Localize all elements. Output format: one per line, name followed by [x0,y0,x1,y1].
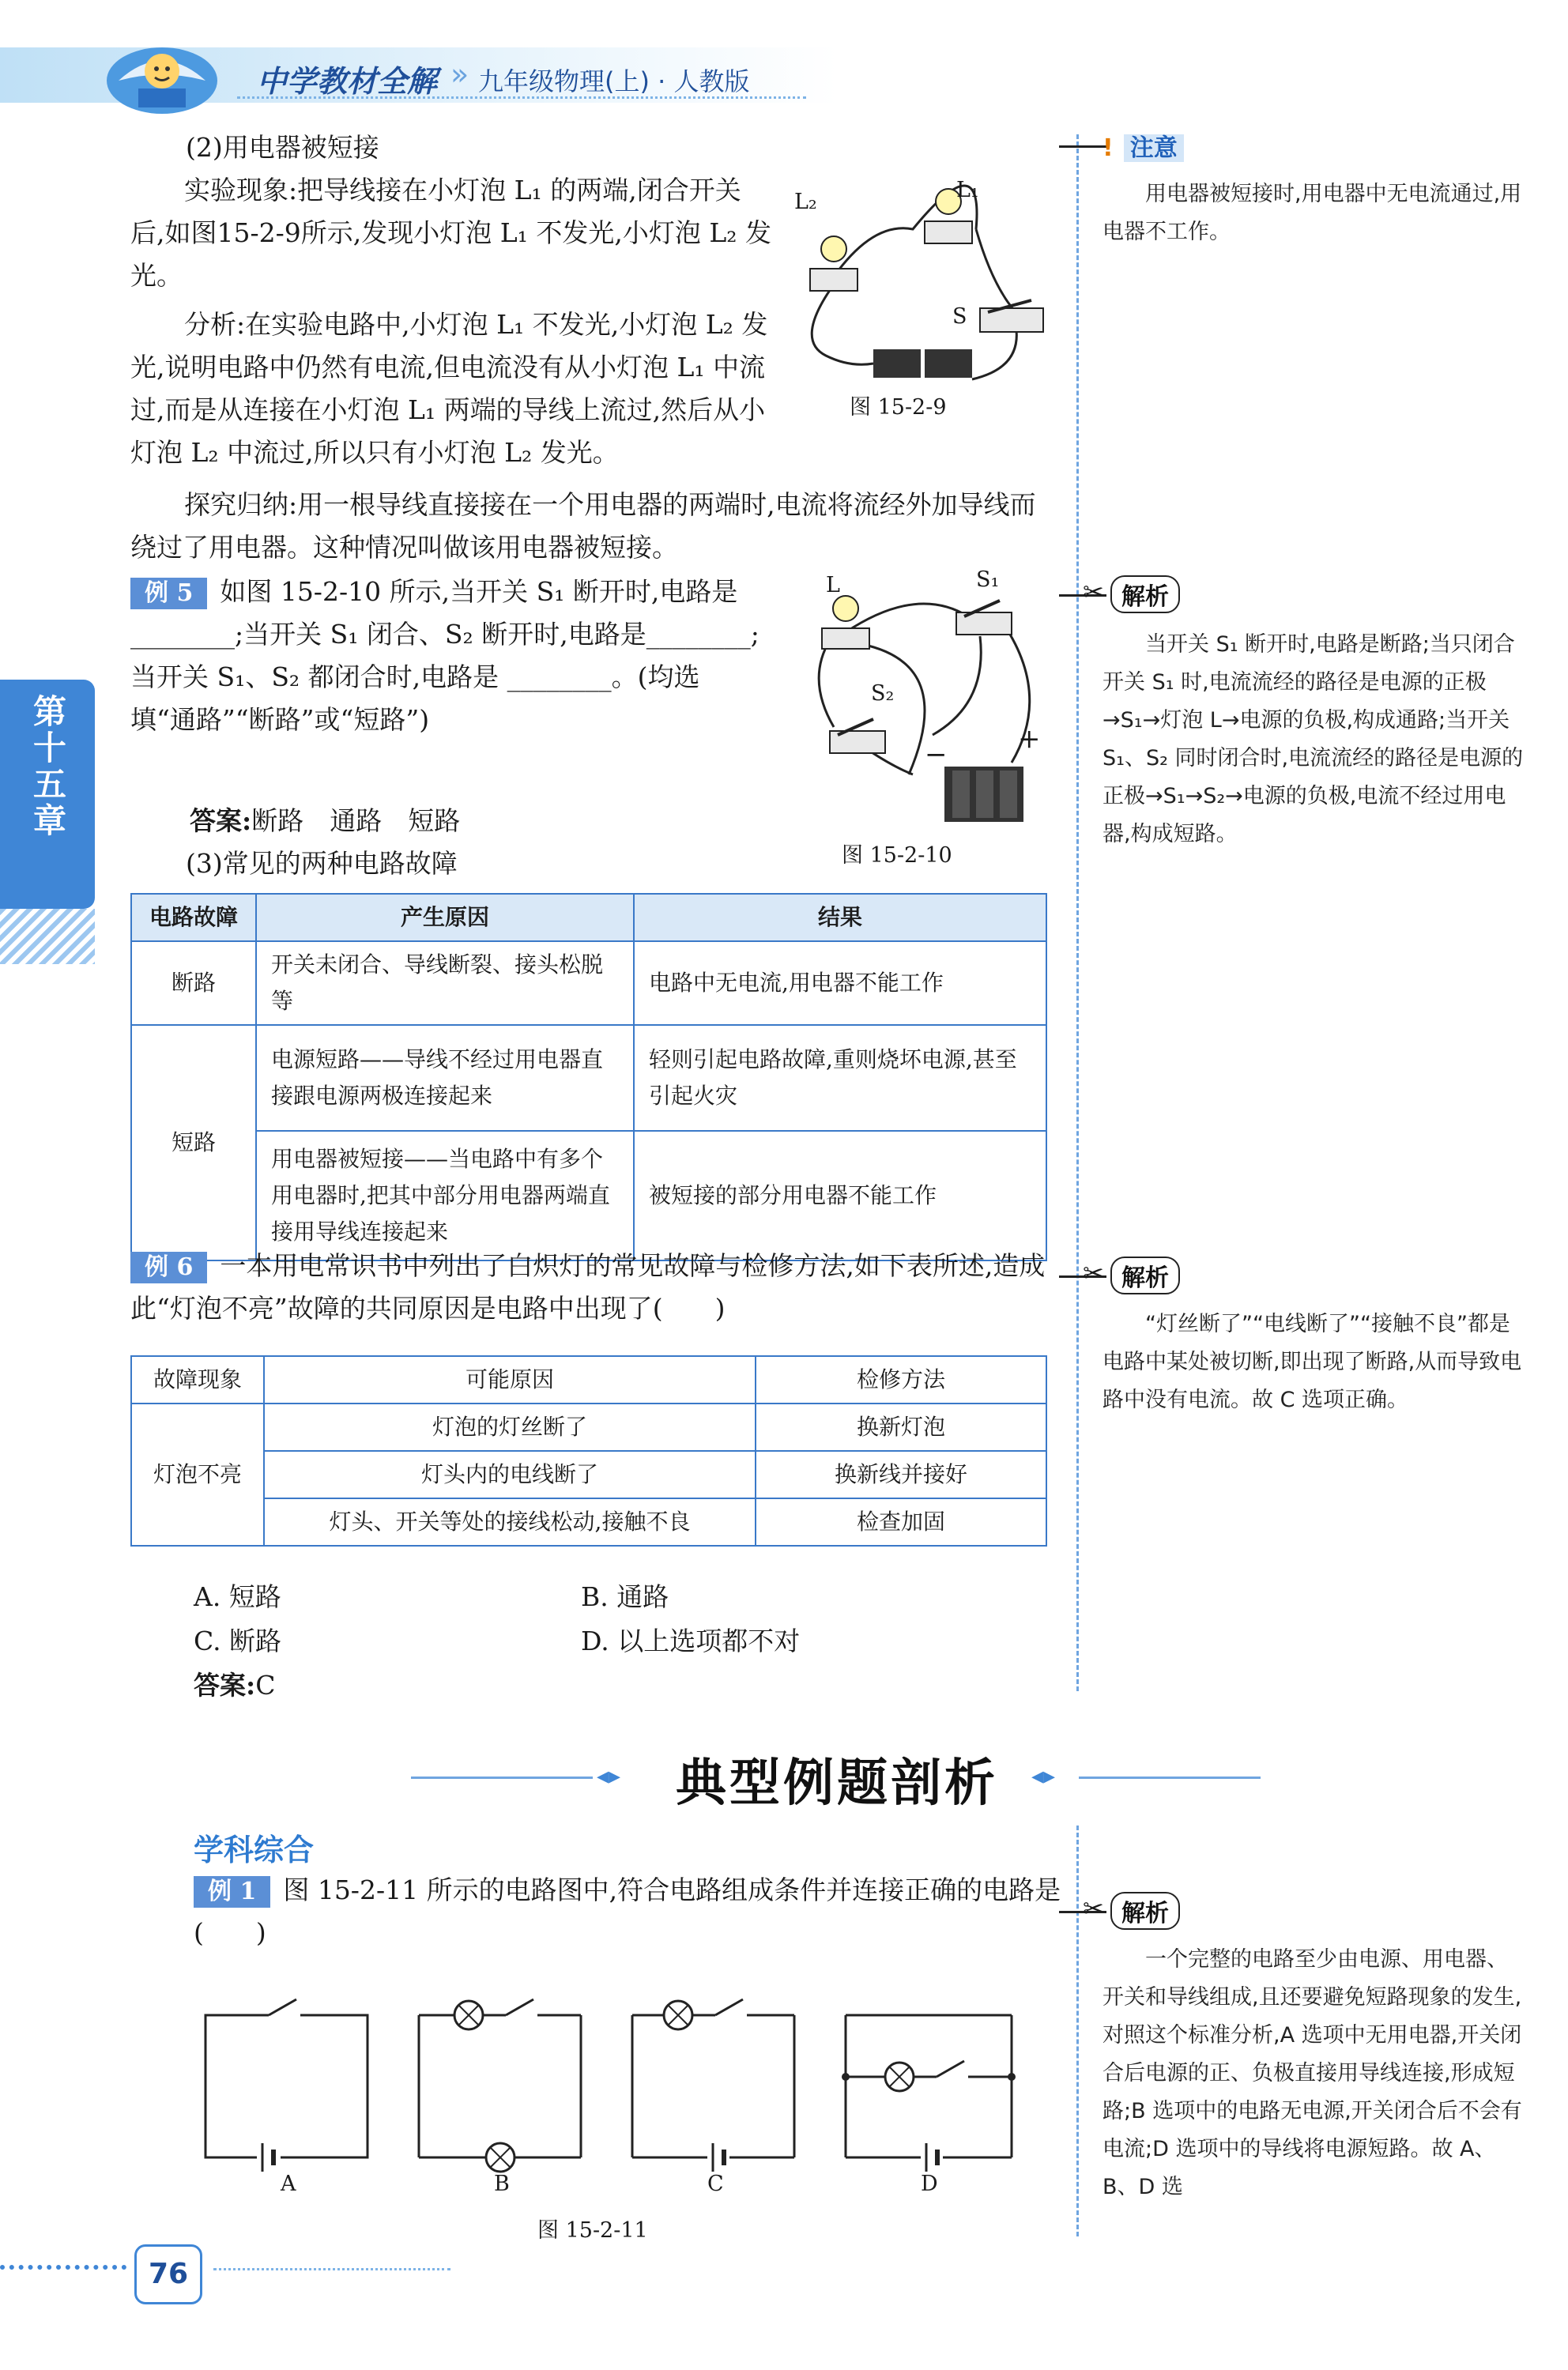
circuit-a [205,1999,368,2172]
page-number: 76 [134,2244,202,2304]
scissors-icon: ✂ [1083,1893,1104,1924]
bulb-fault-table [130,1355,1047,1547]
example6-tag: 例 6 [130,1252,207,1283]
bulb-table-cell: 灯头、开关等处的接线松动,接触不良 [264,1498,756,1546]
chapter-tab [0,680,95,909]
circuit-label-c: C [707,2172,724,2196]
footer-dots [0,2265,126,2270]
note-text: 用电器被短接时,用电器中无电流通过,用电器不工作。 [1102,182,1522,244]
circuit-drawing-15-2-10 [798,569,1059,830]
fault-table-header-row [131,894,1046,941]
section2-para1: 实验现象:把导线接在小灯泡 L₁ 的两端,闭合开关后,如图15-2-9所示,发现小灯泡 L₁ 不发光,小灯泡 L₂ 发光。 [130,175,771,291]
chapter-tab-stripes [0,909,95,964]
section-title-rule-left [411,1777,593,1779]
section2-para3: 探究归纳:用一根导线直接接在一个用电器的两端时,电流将流经外加导线而绕过了用电器。这种情况叫做该用电器被短接。 [130,489,1036,563]
scissors-icon: ✂ [1083,577,1104,607]
fault-table-header: 电路故障 [131,894,256,941]
example6-answer [194,1664,275,1707]
fault-table-cell: 用电器被短接——当电路中有多个用电器时,把其中部分用电器两端直接用导线连接起来 [256,1131,634,1260]
example1-block [194,1869,1063,1954]
scissors-icon: ✂ [1083,1258,1104,1288]
margin-divider-top [1076,134,1079,1691]
fig-15-2-9-label-l2: L₂ [794,190,817,214]
option-b: B. 通路 [581,1581,669,1612]
example5-answer [190,800,460,842]
section-title: 典型例题剖析 [676,1754,998,1813]
header-subtitle: 九年级物理(上) · 人教版 [478,66,750,96]
bulb-table-row [131,1498,1046,1546]
note-header [1102,128,1184,163]
analysis6-label: 解析 [1110,1257,1180,1294]
fault-table-row [131,941,1046,1025]
fault-table-row [131,1025,1046,1131]
bulb-table-header: 检修方法 [756,1356,1046,1404]
fig-15-2-10-caption: 图 15-2-10 [842,843,952,868]
bulb-table-row [131,1404,1046,1451]
analysis1-label: 解析 [1110,1892,1180,1930]
circuit-figure-15-2-11 [190,1976,1043,2197]
analysis1-text: 一个完整的电路至少由电源、用电器、开关和导线组成,且还要避免短路现象的发生,对照这个标准分析,A 选项中无用电器,开关闭合后电源的正、负极直接用导线连接,形成短路;B 选项中的电路无电源,开关闭合后不会有电流;D 选项中的导线将电源短路。故 A、B、D 选 [1102,1947,1522,2199]
fig-15-2-9-label-l1: L₁ [956,178,979,202]
fault-table-header: 产生原因 [256,894,634,941]
fig-15-2-10-label-s2: S₂ [871,681,895,706]
fig-15-2-9-label-s: S [952,304,967,329]
bulb-table-row [131,1451,1046,1498]
section-title-right-icon: ◂▸ [1031,1762,1056,1790]
logo-icon [95,25,229,120]
example6-answer-label: 答案: [194,1670,256,1701]
option-a: A. 短路 [194,1581,281,1612]
bulb-table-cell: 灯泡不亮 [131,1404,264,1546]
example5-answer-label: 答案: [190,805,252,836]
fault-table [130,893,1047,1261]
header-title: 中学教材全解 [257,64,438,99]
example6-text: 一本用电常识书中列出了白炽灯的常见故障与检修方法,如下表所述,造成此“灯泡不亮”故障的共同原因是电路中出现了( ) [130,1250,1046,1324]
example5-tag: 例 5 [130,578,207,609]
fig-15-2-10-label-s1: S₁ [976,567,1000,592]
example6-answer-value: C [255,1670,276,1701]
note-label: 注意 [1124,134,1184,162]
fig-15-2-11-caption: 图 15-2-11 [537,2218,648,2243]
fault-table-row [131,1131,1046,1260]
example1-text: 图 15-2-11 所示的电路图中,符合电路组成条件并连接正确的电路是( ) [194,1875,1061,1948]
analysis5-label: 解析 [1110,575,1180,613]
chapter-tab-label: 第十五章 [28,694,67,839]
bulb-table-header: 可能原因 [264,1356,756,1404]
circuit-diagrams [190,1976,1043,2197]
example5-text: 如图 15-2-10 所示,当开关 S₁ 断开时,电路是________;当开关 S₁ 闭合、S₂ 断开时,电路是________;当开关 S₁、S₂ 都闭合时,电路是 ________。(均选填“通路”“断路”或“短路”) [130,576,760,735]
analysis5-text: 当开关 S₁ 断开时,电路是断路;当只闭合开关 S₁ 时,电流流经的路径是电源的正极→S₁→灯泡 L→电源的负极,构成通路;当开关 S₁、S₂ 同时闭合时,电流流经的路径是电源的正极→S₁→S₂→电源的负极,电流不经过用电器,构成短路。 [1102,632,1524,846]
fig-15-2-10-label-l: L [826,573,840,597]
note-connector [1059,145,1106,148]
section2-para2: 分析:在实验电路中,小灯泡 L₁ 不发光,小灯泡 L₂ 发光,说明电路中仍然有电流,但电流没有从小灯泡 L₁ 中流过,而是从连接在小灯泡 L₁ 两端的导线上流过,然后从小灯泡 L₂ 中流过,所以只有小灯泡 L₂ 发光。 [130,309,768,468]
circuit-d [842,2015,1016,2172]
bulb-table-cell: 换新灯泡 [756,1404,1046,1451]
bulb-table-cell: 灯泡的灯丝断了 [264,1404,756,1451]
footer-rule [213,2268,450,2270]
section-title-rule-right [1079,1777,1261,1779]
header-rule [237,96,806,99]
circuit-drawing-15-2-9 [778,166,1071,395]
option-c: C. 断路 [194,1626,282,1656]
fault-table-cell: 开关未闭合、导线断裂、接头松脱等 [256,941,634,1025]
note-icon: ! [1102,134,1114,162]
circuit-label-a: A [281,2172,296,2196]
section-title-left-icon: ◂▸ [597,1762,621,1790]
example5-answer-value: 断路 通路 短路 [251,805,461,836]
example1-tag: 例 1 [194,1876,270,1908]
bulb-table-header-row [131,1356,1046,1404]
section2-heading: (2)用电器被短接 [186,132,379,163]
margin-divider-bottom [1076,1826,1079,2236]
fig-15-2-10-label-minus: − [925,739,948,771]
bulb-table-header: 故障现象 [131,1356,264,1404]
bulb-table-cell: 灯头内的电线断了 [264,1451,756,1498]
fault-table-cell: 被短接的部分用电器不能工作 [634,1131,1046,1260]
fault-table-cell: 轻则引起电路故障,重则烧坏电源,甚至引起火灾 [634,1025,1046,1131]
fig-15-2-9-caption: 图 15-2-9 [850,395,947,420]
fig-15-2-10-label-plus: + [1018,723,1041,755]
option-d: D. 以上选项都不对 [581,1626,801,1656]
example5-block [130,571,763,741]
fault-table-cell: 断路 [131,941,256,1025]
figure-15-2-10 [798,569,1059,830]
example6-block [130,1245,1055,1330]
circuit-c [632,1999,794,2172]
bulb-table-cell: 检查加固 [756,1498,1046,1546]
analysis6-text: “灯丝断了”“电线断了”“接触不良”都是电路中某处被切断,即出现了断路,从而导致电路中没有电流。故 C 选项正确。 [1102,1312,1522,1412]
circuit-label-d: D [921,2172,938,2196]
header-separator-icon: » [450,57,469,92]
bulb-table-cell: 换新线并接好 [756,1451,1046,1498]
section3-heading: (3)常见的两种电路故障 [186,848,458,879]
circuit-label-b: B [494,2172,510,2196]
fault-table-header: 结果 [634,894,1046,941]
fault-table-cell: 短路 [131,1025,256,1260]
figure-15-2-9 [778,166,1071,395]
fault-table-cell: 电路中无电流,用电器不能工作 [634,941,1046,1025]
fault-table-cell: 电源短路——导线不经过用电器直接跟电源两极连接起来 [256,1025,634,1131]
circuit-b [237,1999,581,2172]
subject-heading: 学科综合 [194,1833,315,1867]
